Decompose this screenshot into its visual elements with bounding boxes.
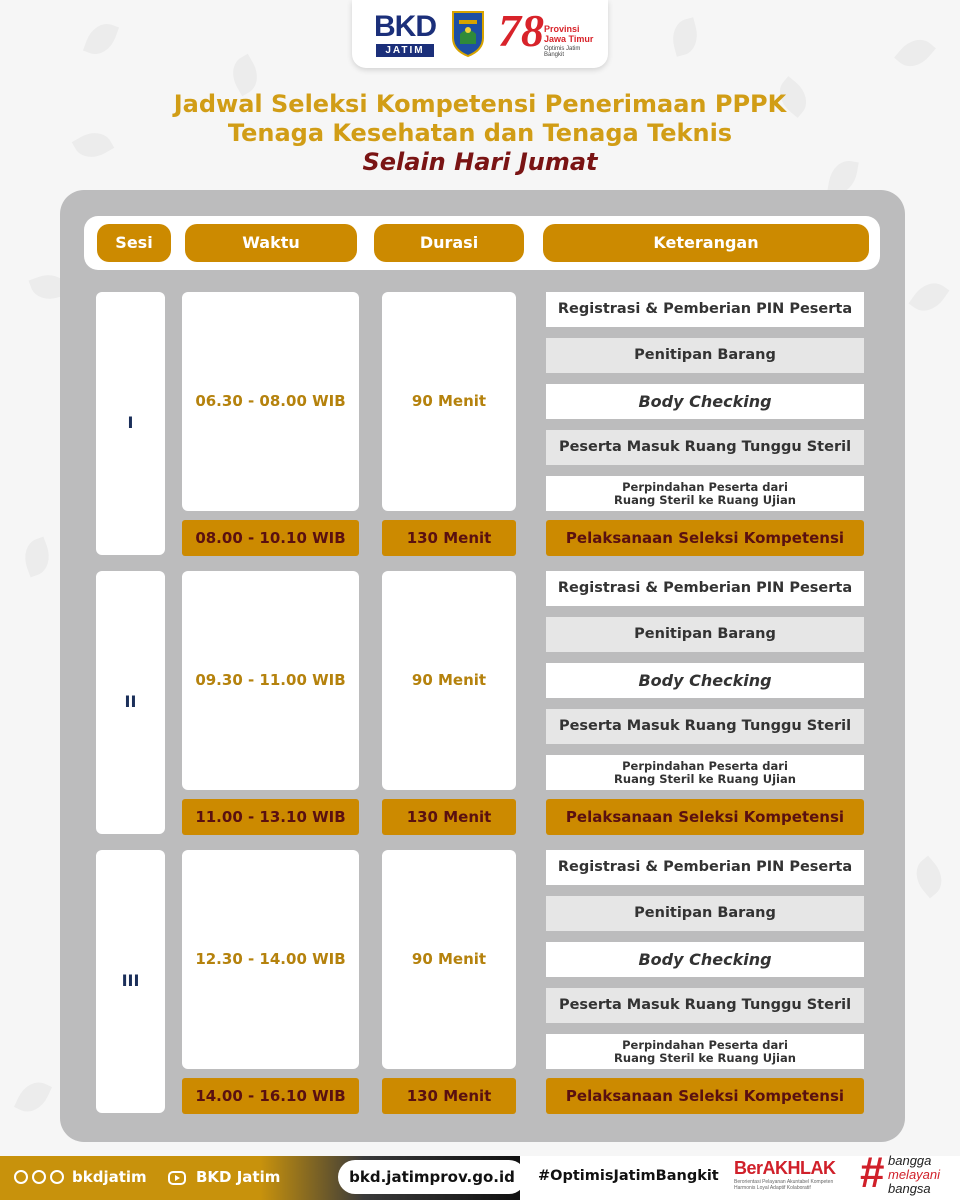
instagram-icon[interactable]: [14, 1170, 28, 1184]
step-pelaksanaan: Pelaksanaan Seleksi Kompetensi: [546, 1078, 864, 1114]
step-body-checking: Body Checking: [546, 384, 864, 419]
page-title-line2: Tenaga Kesehatan dan Tenaga Teknis: [227, 119, 733, 147]
step-perpindahan: [546, 755, 864, 790]
durasi-prep-text: 90 Menit: [411, 392, 487, 410]
waktu-prep-text: 12.30 - 14.00 WIB: [195, 950, 346, 968]
page-subtitle: Selain Hari Jumat: [362, 148, 598, 176]
step-registrasi: Registrasi & Pemberian PIN Peserta: [546, 571, 864, 606]
waktu-exam: 11.00 - 13.10 WIB: [182, 799, 359, 835]
waktu-exam: 08.00 - 10.10 WIB: [182, 520, 359, 556]
session-number: II: [124, 692, 137, 711]
durasi-exam: 130 Menit: [382, 1078, 516, 1114]
step-perpindahan-line1: Perpindahan Peserta dari: [622, 1037, 788, 1052]
header-durasi: Durasi: [374, 224, 524, 262]
bkd-logo-text: BKD: [374, 10, 436, 43]
berakhlak-subtext: Berorientasi Pelayanan Akuntabel Kompeten Harmonis Loyal Adaptif Kolaboratif: [734, 1179, 834, 1191]
session-number: I: [127, 413, 134, 432]
step-ruang-tunggu: Peserta Masuk Ruang Tunggu Steril: [546, 709, 864, 744]
step-body-checking: Body Checking: [546, 942, 864, 977]
step-penitipan-barang: Penitipan Barang: [546, 617, 864, 652]
step-body-checking: Body Checking: [546, 663, 864, 698]
anniversary-tagline: Optimis Jatim Bangkit: [544, 46, 581, 58]
bangga-line2: melayani: [888, 1167, 941, 1182]
waktu-prep-text: 09.30 - 11.00 WIB: [195, 671, 346, 689]
step-registrasi: Registrasi & Pemberian PIN Peserta: [546, 850, 864, 885]
waktu-prep-text: 06.30 - 08.00 WIB: [195, 392, 346, 410]
bangga-line3: bangsa: [888, 1181, 931, 1196]
step-pelaksanaan: Pelaksanaan Seleksi Kompetensi: [546, 799, 864, 835]
durasi-prep-text: 90 Menit: [411, 950, 487, 968]
leaf-decoration: [668, 17, 702, 57]
step-ruang-tunggu: Peserta Masuk Ruang Tunggu Steril: [546, 430, 864, 465]
anniversary-line2: Jawa Timur: [544, 34, 594, 44]
hashtag: #OptimisJatimBangkit: [538, 1168, 719, 1184]
step-perpindahan-line2: Ruang Steril ke Ruang Ujian: [614, 1050, 796, 1065]
header-keterangan: Keterangan: [543, 224, 869, 262]
youtube-channel[interactable]: BKD Jatim: [196, 1168, 281, 1186]
step-perpindahan: [546, 476, 864, 511]
header-waktu: Waktu: [185, 224, 357, 262]
step-perpindahan-line1: Perpindahan Peserta dari: [622, 758, 788, 773]
step-perpindahan-line1: Perpindahan Peserta dari: [622, 479, 788, 494]
step-pelaksanaan: Pelaksanaan Seleksi Kompetensi: [546, 520, 864, 556]
durasi-prep-text: 90 Menit: [411, 671, 487, 689]
leaf-decoration: [83, 19, 119, 60]
session-number: III: [121, 971, 140, 990]
bkd-logo-subtext: JATIM: [376, 44, 434, 57]
bangga-melayani-bangsa-logo: [860, 1148, 956, 1198]
header-sesi: Sesi: [97, 224, 171, 262]
step-perpindahan: [546, 1034, 864, 1069]
step-penitipan-barang: Penitipan Barang: [546, 338, 864, 373]
page-title-line1: Jadwal Seleksi Kompetensi Penerimaan PPPK: [173, 90, 787, 118]
durasi-exam: 130 Menit: [382, 520, 516, 556]
bangga-line1: bangga: [888, 1153, 932, 1168]
leaf-decoration: [14, 1076, 52, 1118]
social-handle[interactable]: bkdjatim: [72, 1168, 147, 1186]
waktu-exam: 14.00 - 16.10 WIB: [182, 1078, 359, 1114]
durasi-exam: 130 Menit: [382, 799, 516, 835]
hash-icon: #: [860, 1148, 885, 1197]
step-penitipan-barang: Penitipan Barang: [546, 896, 864, 931]
tiktok-icon[interactable]: [50, 1170, 64, 1184]
leaf-decoration: [909, 276, 950, 319]
step-perpindahan-line2: Ruang Steril ke Ruang Ujian: [614, 771, 796, 786]
anniversary-line1: Provinsi: [544, 24, 580, 34]
bkd-jatim-logo: [372, 10, 438, 58]
leaf-decoration: [894, 32, 936, 75]
anniversary-logo: [498, 5, 598, 60]
website-url[interactable]: bkd.jatimprov.go.id: [338, 1160, 526, 1194]
youtube-icon[interactable]: [168, 1171, 186, 1185]
step-perpindahan-line2: Ruang Steril ke Ruang Ujian: [614, 492, 796, 507]
anniversary-number: 78: [498, 5, 544, 56]
leaf-decoration: [19, 537, 55, 578]
leaf-decoration: [908, 856, 950, 899]
step-registrasi: Registrasi & Pemberian PIN Peserta: [546, 292, 864, 327]
step-ruang-tunggu: Peserta Masuk Ruang Tunggu Steril: [546, 988, 864, 1023]
jatim-emblem-icon: [450, 8, 486, 58]
berakhlak-logo: [734, 1158, 844, 1191]
logo-card: [352, 0, 608, 68]
twitter-icon[interactable]: [32, 1170, 46, 1184]
berakhlak-text: BerAKHLAK: [734, 1158, 836, 1178]
